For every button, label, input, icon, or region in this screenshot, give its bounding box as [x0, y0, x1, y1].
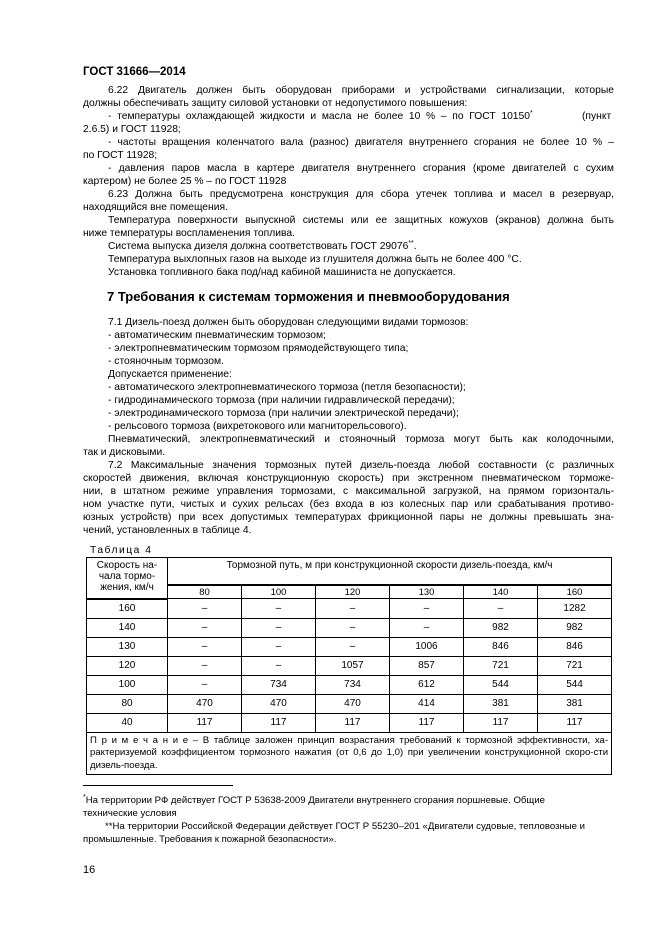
- list-item: - автоматического электропневматического тормоза (петля безопасности);: [108, 382, 466, 393]
- paragraph-line: Допускается применение:: [108, 369, 232, 380]
- paragraph-line: картером) не более 25 % – по ГОСТ 11928: [83, 176, 287, 187]
- paragraph-line: ниже температуры воспламенения топлива.: [83, 228, 295, 239]
- footnote: **На территории Российской Федерации действует ГОСТ Р 55230–201 «Двигатели судовые, тепловозные и: [105, 821, 586, 832]
- paragraph-line: 2.6.5) и ГОСТ 11928;: [83, 124, 181, 135]
- paragraph-line: Установка топливного бака под/над кабиной машиниста не допускается.: [108, 267, 456, 278]
- table-row: 100 – 734 734 612 544 544: [87, 675, 612, 694]
- paragraph-line-tail: (пункт: [582, 111, 612, 122]
- list-item: - рельсового тормоза (вихретокового или магниторельсового).: [108, 421, 407, 432]
- paragraph-line: Температура выхлопных газов на выходе из глушителя должна быть не более 400 °С.: [108, 254, 522, 265]
- paragraph-line: 6.23 Должна быть предусмотрена конструкция для сбора утечек топлива и масел в резервуар,: [108, 189, 614, 200]
- list-item: - гидродинамического тормоза (при наличии гидравлической передачи);: [108, 395, 455, 406]
- paragraph-line: так и дисковыми.: [83, 447, 166, 458]
- paragraph-line: Температура поверхности выпускной системы или ее защитных кожухов (экранов) должна быть: [108, 215, 614, 226]
- table-row: 130 – – – 1006 846 846: [87, 637, 612, 656]
- list-item: - электродинамического тормоза (при наличии электрической передачи);: [108, 408, 459, 419]
- page-number: 16: [83, 864, 96, 876]
- column-header: 100: [242, 585, 316, 599]
- paragraph-line: нии, в штатном режиме управления тормозами, с максимальной загрузкой, на прямом горизонталь-: [83, 486, 614, 497]
- table-caption: Таблица 4: [90, 545, 153, 556]
- row-header-cell: Скорость на- чала тормо- жения, км/ч: [87, 558, 168, 599]
- table-row: 120 – – 1057 857 721 721: [87, 656, 612, 675]
- paragraph-line: чений, установленных в таблице 4.: [83, 525, 252, 536]
- column-header: 140: [464, 585, 538, 599]
- paragraph-line: находящийся вне помещения.: [83, 202, 228, 213]
- column-header: 130: [390, 585, 464, 599]
- paragraph-line: - давления паров масла в картере двигателя внутреннего сгорания (кроме двигателей с сухим: [108, 163, 614, 174]
- list-item: - автоматическим пневматическим тормозом;: [108, 330, 326, 341]
- paragraph-line: скоростей движения, включая конструкционную скорость) при экстренном пневматическом торможе-: [83, 473, 614, 484]
- footnote: технические условия: [83, 808, 177, 819]
- column-header: 160: [538, 585, 612, 599]
- list-item: - электропневматическим тормозом прямодействующего типа;: [108, 343, 409, 354]
- paragraph-line: - частоты вращения коленчатого вала (разнос) двигателя внутреннего сгорания не более 10 % –: [108, 137, 614, 148]
- paragraph-line: Система выпуска дизеля должна соответствовать ГОСТ 29076**.: [108, 240, 417, 252]
- footnote: промышленные. Требования к пожарной безопасности».: [83, 834, 337, 845]
- paragraph-line: ном участке пути, чистых и сухих рельсах (без входа в юз колесных пар или срабатывания противо-: [83, 499, 614, 510]
- table-note: П р и м е ч а н и е – В таблице заложен принцип возрастания требований к тормозной эффективности, ха-рактеризуемой коэффициентом тормозного нажатия (от 0,6 до 1,0) при увеличении конструкционной скоро-сти дизель-поезда.: [87, 732, 612, 775]
- paragraph-line: 7.1 Дизель-поезд должен быть оборудован следующими видами тормозов:: [108, 317, 469, 328]
- footnote: *На территории РФ действует ГОСТ Р 53638-2009 Двигатели внутреннего сгорания поршневые. Общие: [83, 794, 546, 806]
- table-row: 40 117 117 117 117 117 117: [87, 713, 612, 732]
- table-row: 160 – – – – – 1282: [87, 599, 612, 619]
- column-group-header: Тормозной путь, м при конструкционной скорости дизель-поезда, км/ч: [168, 558, 612, 586]
- section-heading: 7 Требования к системам торможения и пневмооборудования: [107, 289, 510, 304]
- paragraph-line: по ГОСТ 11928;: [83, 150, 158, 161]
- table-row: 140 – – – – 982 982: [87, 618, 612, 637]
- paragraph-line: Пневматический, электропневматический и стояночный тормоза могут быть как колодочными,: [108, 434, 614, 445]
- paragraph-line: должны обеспечивать защиту силовой установки от недопустимого повышения:: [83, 98, 468, 109]
- paragraph-line: 7.2 Максимальные значения тормозных путей дизель-поезда любой составности (с различных: [108, 460, 614, 471]
- paragraph-line: 6.22 Двигатель должен быть оборудован приборами и устройствами сигнализации, которые: [108, 85, 614, 96]
- footnote-mark: **: [408, 240, 414, 247]
- column-header: 120: [316, 585, 390, 599]
- list-item: - стояночным тормозом.: [108, 356, 224, 367]
- footnote-divider: [83, 785, 233, 786]
- braking-distance-table: [86, 557, 612, 775]
- footnote-mark: *: [530, 110, 533, 117]
- paragraph-line: юзных устройств) при всех допустимых температурах фрикционной пары не должны превышать зна-: [83, 512, 614, 523]
- paragraph-line: - температуры охлаждающей жидкости и масла не более 10 % – по ГОСТ 10150*: [108, 110, 533, 122]
- column-header: 80: [168, 585, 242, 599]
- table-row: 80 470 470 470 414 381 381: [87, 694, 612, 713]
- document-header: ГОСТ 31666—2014: [83, 66, 186, 78]
